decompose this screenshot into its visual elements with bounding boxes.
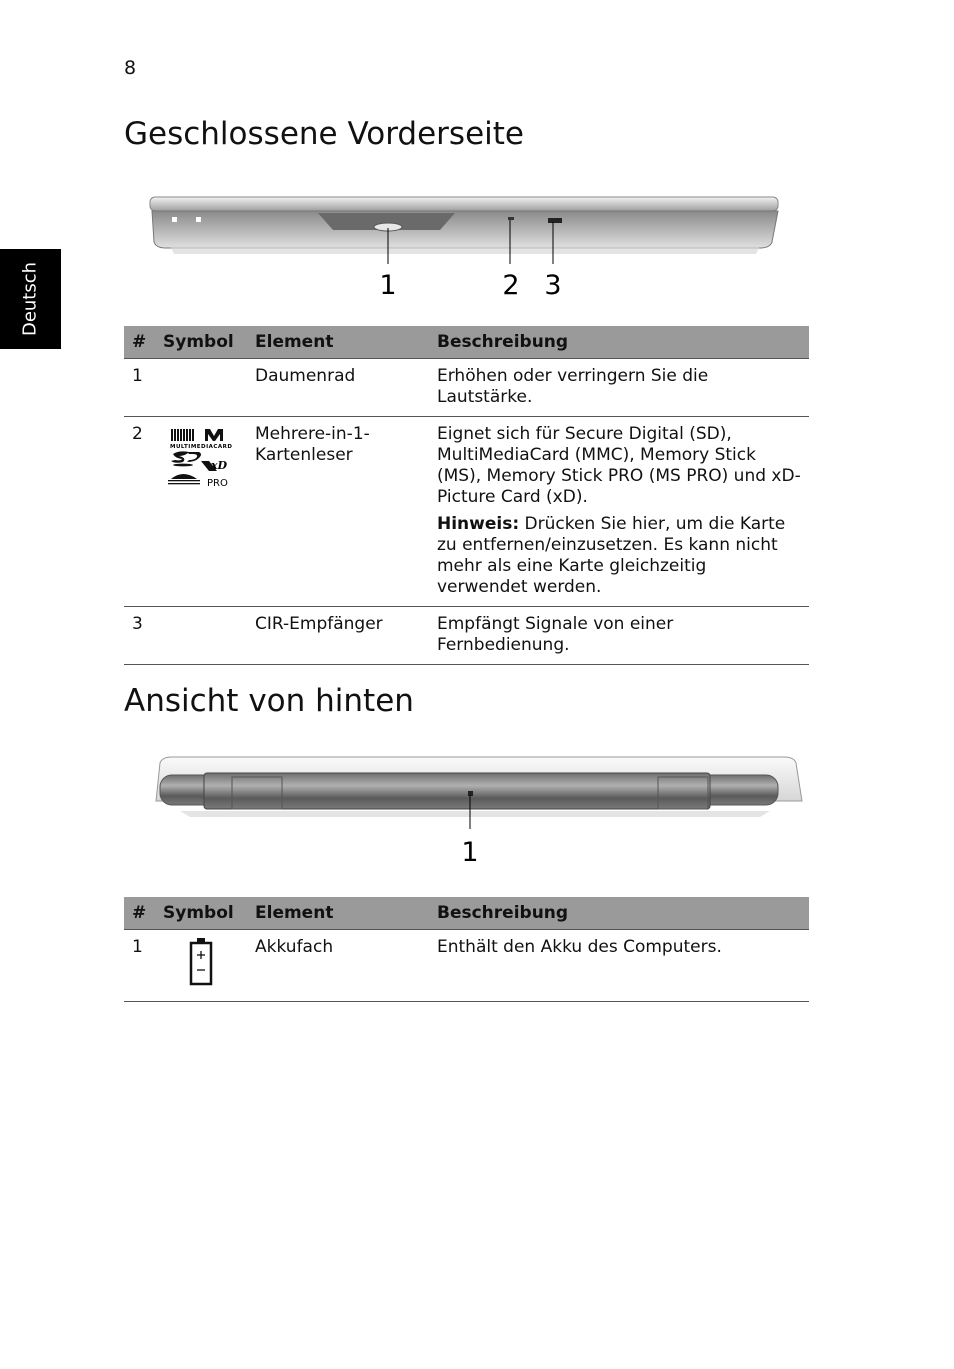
callout-front-2: 2 (502, 270, 520, 301)
row-symbol (155, 930, 247, 1002)
svg-text:xD: xD (211, 459, 228, 472)
row-description (429, 417, 809, 607)
mmc-logo-text: MULTIMEDIACARD (170, 444, 232, 450)
header-number: # (124, 897, 155, 930)
callout-front-1: 1 (379, 270, 397, 301)
note-label: Hinweis: (437, 514, 520, 534)
row-symbol (155, 417, 247, 607)
header-symbol: Symbol (155, 326, 247, 359)
table-row (124, 359, 809, 417)
table-row (124, 607, 809, 665)
header-description: Beschreibung (429, 897, 809, 930)
row-symbol (155, 359, 247, 417)
row-description: Empfängt Signale von einer Fernbedienung. (429, 607, 809, 665)
row-element: Mehrere-in-1-Kartenleser (247, 417, 429, 607)
ms-pro-logo-text: PRO (207, 478, 228, 489)
section-title-back: Ansicht von hinten (124, 683, 414, 719)
row-element: Akkufach (247, 930, 429, 1002)
table-row (124, 417, 809, 607)
row-element: CIR-Empfänger (247, 607, 429, 665)
header-number: # (124, 326, 155, 359)
header-element: Element (247, 897, 429, 930)
row-symbol (155, 607, 247, 665)
table-header-row (124, 897, 809, 930)
note-text: Drücken Sie hier, um die Karte zu entfernen/einzusetzen. Es kann nicht mehr als eine Karte gleichzeitig verwendet werden. (437, 514, 786, 597)
row-number: 1 (124, 359, 155, 417)
card-reader-logos-icon (165, 427, 235, 495)
header-element: Element (247, 326, 429, 359)
section-title-front: Geschlossene Vorderseite (124, 116, 524, 152)
header-description: Beschreibung (429, 326, 809, 359)
page-number: 8 (124, 57, 137, 79)
header-symbol: Symbol (155, 897, 247, 930)
laptop-rear-illustration (0, 745, 954, 875)
callout-back-1: 1 (461, 837, 479, 868)
rear-features-table (124, 897, 809, 1002)
row-description-text: Eignet sich für Secure Digital (SD), MultiMediaCard (MMC), Memory Stick (MS), Memory Stick PRO (MS PRO) und xD-Picture Card (xD). (437, 424, 801, 507)
row-element: Daumenrad (247, 359, 429, 417)
row-number: 1 (124, 930, 155, 1002)
row-number: 2 (124, 417, 155, 607)
row-description: Erhöhen oder verringern Sie die Lautstärke. (429, 359, 809, 417)
row-number: 3 (124, 607, 155, 665)
row-description: Enthält den Akku des Computers. (429, 930, 809, 1002)
front-features-table (124, 326, 809, 665)
laptop-front-illustration (0, 180, 954, 310)
note (437, 514, 801, 598)
table-row (124, 930, 809, 1002)
callout-front-3: 3 (544, 270, 562, 301)
language-tab-label: Deutsch (19, 261, 41, 337)
table-header-row (124, 326, 809, 359)
battery-icon (189, 937, 215, 987)
